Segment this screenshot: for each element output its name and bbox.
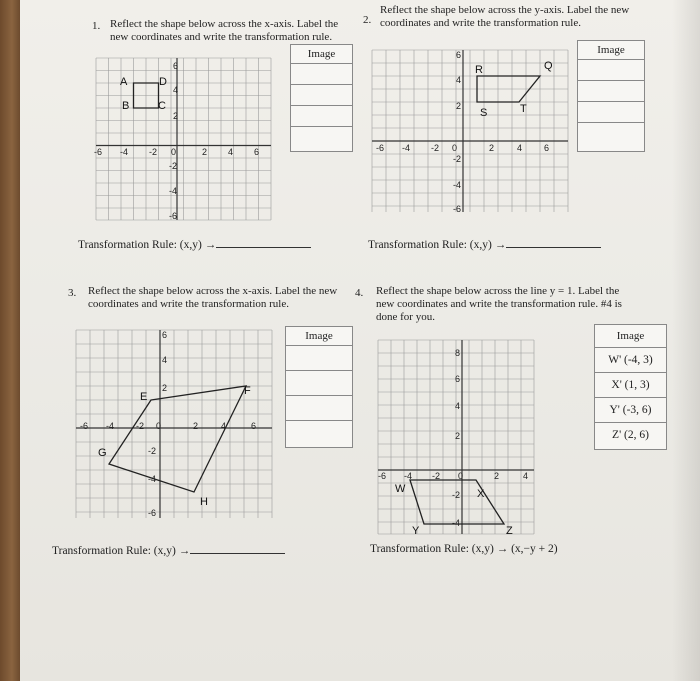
point-label-h: H <box>200 496 208 508</box>
problem-3-number: 3. <box>68 287 77 299</box>
y-tick-label: -6 <box>148 508 157 518</box>
image-table-cell: X' (1, 3) <box>595 373 666 398</box>
image-table-cell[interactable] <box>286 396 352 421</box>
point-label-f: F <box>244 385 251 397</box>
x-tick-label: -4 <box>402 143 411 153</box>
y-tick-label: 4 <box>456 75 462 85</box>
problem-1-grid <box>96 58 272 222</box>
y-tick-label: 6 <box>455 374 461 384</box>
y-tick-label: -2 <box>452 490 461 500</box>
point-label-b: B <box>122 100 130 112</box>
problem-3-rule <box>52 543 285 557</box>
problem-2-prompt: Reflect the shape below across the y-axis. Label the new coordinates and write the transformation rule. <box>380 4 630 29</box>
image-table-cell[interactable] <box>578 60 644 81</box>
problem-2-image-table <box>577 40 645 152</box>
y-tick-label: 6 <box>456 50 462 60</box>
problem-1-rule <box>78 237 311 251</box>
shape-efhg <box>109 386 246 492</box>
x-tick-label: -6 <box>94 147 103 157</box>
rule-label: Transformation Rule: (x,y) → (x,−y + 2) <box>370 543 558 555</box>
x-tick-label: -4 <box>404 471 413 481</box>
point-label-a: A <box>120 76 128 88</box>
x-tick-label: -2 <box>149 147 158 157</box>
image-table-cell: Y' (-3, 6) <box>595 398 666 423</box>
paper-shadow <box>672 0 700 681</box>
image-table-cell: W' (-4, 3) <box>595 348 666 373</box>
x-tick-label: -6 <box>378 471 387 481</box>
x-tick-label: 6 <box>254 147 260 157</box>
y-tick-label: 4 <box>455 401 461 411</box>
problem-2-rule <box>368 237 601 251</box>
image-table-header: Image <box>578 41 644 60</box>
image-table-cell[interactable] <box>286 346 352 371</box>
point-label-e: E <box>140 391 148 403</box>
point-label-z: Z <box>506 525 513 537</box>
y-tick-label: 2 <box>456 101 462 111</box>
x-tick-label: -4 <box>106 421 115 431</box>
x-tick-label: -6 <box>376 143 385 153</box>
y-tick-label: 6 <box>173 61 179 71</box>
x-tick-label: 4 <box>517 143 523 153</box>
image-table-cell[interactable] <box>286 421 352 445</box>
problem-2-number: 2. <box>363 14 372 26</box>
y-tick-label: -2 <box>169 161 178 171</box>
y-tick-label: -6 <box>453 204 462 214</box>
x-tick-label: 2 <box>193 421 199 431</box>
point-label-y: Y <box>412 525 420 537</box>
problem-3-grid <box>76 330 276 520</box>
grid-lines <box>372 50 568 212</box>
y-tick-label: -4 <box>452 518 461 528</box>
rule-label: Transformation Rule: (x,y) → <box>78 239 217 251</box>
point-label-t: T <box>520 103 527 115</box>
x-tick-label: 2 <box>489 143 495 153</box>
problem-4-rule <box>370 543 558 555</box>
point-label-c: C <box>158 100 166 112</box>
rule-answer-blank[interactable] <box>506 237 601 248</box>
x-tick-label: -6 <box>80 421 89 431</box>
x-tick-label: 0 <box>458 471 464 481</box>
y-tick-label: 8 <box>455 348 461 358</box>
point-label-g: G <box>98 447 107 459</box>
x-tick-label: -2 <box>136 421 145 431</box>
problem-1-image-table <box>290 44 353 152</box>
rule-label: Transformation Rule: (x,y) → <box>52 545 191 557</box>
y-tick-label: 2 <box>173 111 179 121</box>
image-table-cell[interactable] <box>578 81 644 102</box>
image-table-cell[interactable] <box>291 85 352 106</box>
point-label-s: S <box>480 107 488 119</box>
image-table-header: Image <box>595 325 666 348</box>
x-tick-label: 6 <box>251 421 257 431</box>
image-table-cell[interactable] <box>291 64 352 85</box>
image-table-cell[interactable] <box>286 371 352 396</box>
problem-3-prompt: Reflect the shape below across the x-axis. Label the new coordinates and write the transformation rule. <box>88 285 338 310</box>
problem-1-prompt: Reflect the shape below across the x-axis. Label the new coordinates and write the transformation rule. <box>110 18 339 43</box>
image-table-cell[interactable] <box>291 106 352 127</box>
point-label-q: Q <box>544 60 553 72</box>
problem-4-grid <box>378 340 548 536</box>
problem-1-number: 1. <box>92 20 101 32</box>
problem-2-grid <box>372 50 570 214</box>
rule-answer-blank[interactable] <box>190 543 285 554</box>
y-tick-label: 2 <box>162 383 168 393</box>
image-table-cell: Z' (2, 6) <box>612 429 649 441</box>
x-tick-label: -4 <box>120 147 129 157</box>
rule-label: Transformation Rule: (x,y) → <box>368 239 507 251</box>
y-tick-label: 2 <box>455 431 461 441</box>
y-tick-label: -4 <box>148 474 157 484</box>
y-tick-label: -2 <box>148 446 157 456</box>
x-tick-label: 2 <box>202 147 208 157</box>
image-table-cell[interactable] <box>291 127 352 147</box>
x-tick-label: -2 <box>432 471 441 481</box>
problem-4-image-table <box>594 324 667 450</box>
problem-4-number: 4. <box>355 287 364 299</box>
image-table-header: Image <box>291 45 352 64</box>
x-tick-label: 0 <box>452 143 458 153</box>
point-label-x: X <box>477 488 485 500</box>
y-tick-label: -4 <box>169 186 178 196</box>
x-tick-label: -2 <box>431 143 440 153</box>
point-label-r: R <box>475 64 483 76</box>
y-tick-label: -4 <box>453 180 462 190</box>
point-label-d: D <box>159 76 167 88</box>
point-label-w: W <box>395 483 406 495</box>
image-table-cell[interactable] <box>578 123 644 143</box>
problem-3-image-table <box>285 326 353 448</box>
x-tick-label: 4 <box>221 421 227 431</box>
rule-answer-blank[interactable] <box>216 237 311 248</box>
x-tick-label: 6 <box>544 143 550 153</box>
y-tick-label: -2 <box>453 154 462 164</box>
x-tick-label: 4 <box>523 471 529 481</box>
y-tick-label: 4 <box>162 355 168 365</box>
y-tick-label: 4 <box>173 85 179 95</box>
image-table-cell[interactable] <box>578 102 644 123</box>
x-tick-label: 4 <box>228 147 234 157</box>
image-table-header: Image <box>286 327 352 346</box>
x-tick-label: 2 <box>494 471 500 481</box>
y-tick-label: 6 <box>162 330 168 340</box>
x-tick-label: 0 <box>156 421 162 431</box>
y-tick-label: -6 <box>169 211 178 221</box>
x-tick-label: 0 <box>171 147 177 157</box>
problem-4-prompt: Reflect the shape below across the line y = 1. Label the new coordinates and write the transformation rule. #4 is done for you. <box>376 285 622 323</box>
